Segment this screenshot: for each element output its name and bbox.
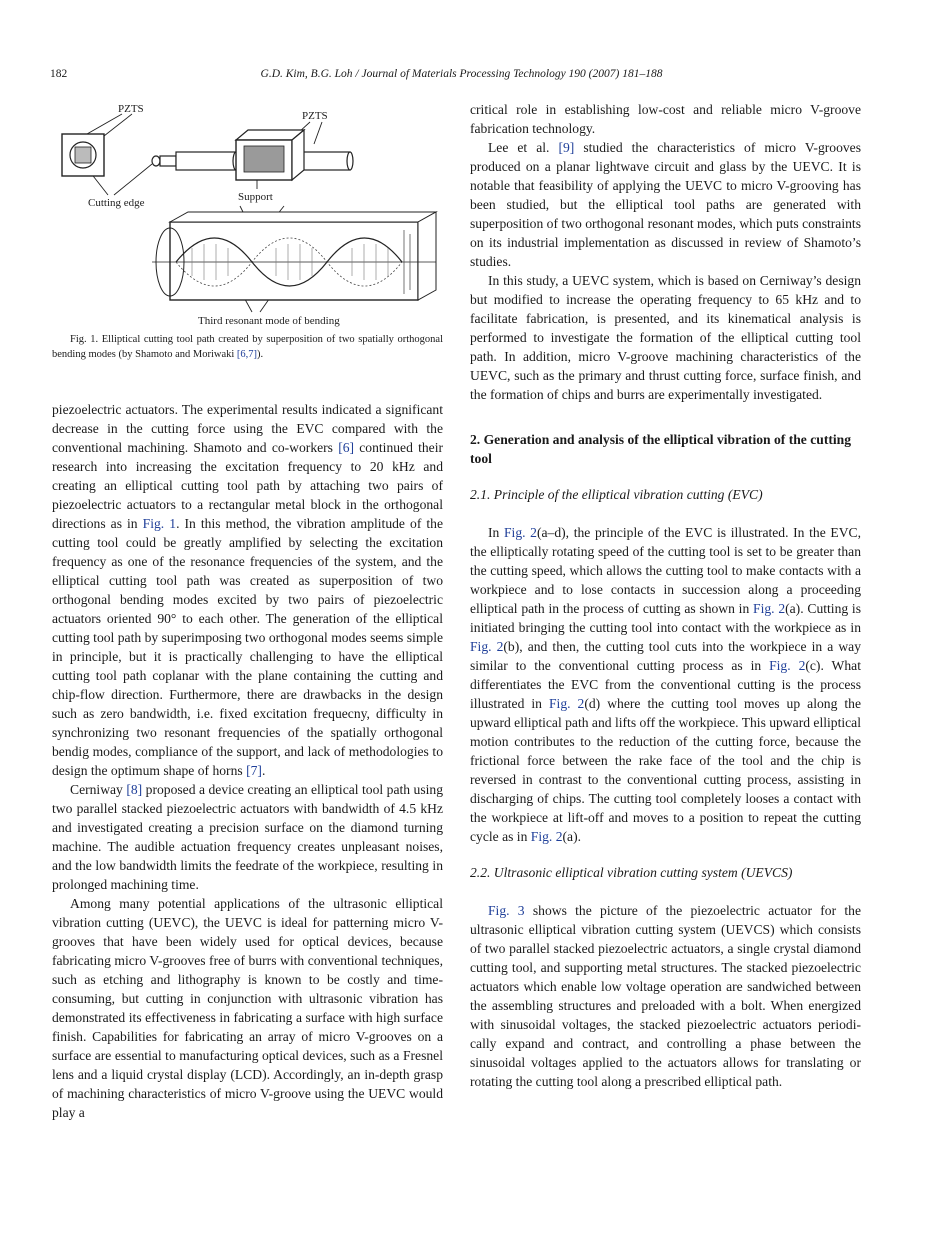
figure-link[interactable]: Fig. 2	[753, 601, 786, 616]
bending-mode-plot	[152, 212, 436, 300]
citation-link[interactable]: [7]	[246, 763, 262, 778]
journal-reference: G.D. Kim, B.G. Loh / Journal of Materials Processing Technology 190 (2007) 181–188	[260, 68, 663, 80]
paragraph: In this study, a UEVC system, which is based on Cerniway’s design but modified to increase the operating frequency to 65 kHz and to facilitate fabrication, is presented, and its kinematical analysis is performed to investigate the formation of the elliptical cutting tool path. In addition, micro V-groove machining characteristics of the UEVC, such as the primary and thrust cutting force, surface finish, and the formation of chips and burrs are experimentally investigated.	[470, 273, 861, 402]
figure-1-illustration	[52, 100, 443, 332]
figure-1-caption: Fig. 1. Elliptical cutting tool path created by superposition of two spatially orthogonal bending modes (by Shamoto and Moriwaki [6,7]).	[52, 334, 443, 360]
end-block	[62, 134, 104, 176]
label-pzts-left: PZTS	[118, 103, 144, 115]
label-third-mode: Third resonant mode of bending	[198, 315, 340, 327]
left-column	[52, 100, 443, 1122]
central-block	[236, 130, 304, 180]
label-cutting-edge: Cutting edge	[88, 197, 145, 209]
figure-link[interactable]: Fig. 2	[503, 525, 537, 540]
paragraph: In Fig. 2(a–d), the principle of the EVC is illustrated. In the EVC, the elliptically rotating speed of the cutting tool is set to be greater than the cutting speed, which allows the cutting tool to make contacts with a workpiece and to lose contacts in succession along a proceeding elliptical path in the process of cutting as shown in Fig. 2(a). Cutting is initiated bringing the cutting tool into contact with the workpiece as in Fig. 2(b), and then, the cutting tool cuts into the workpiece in a way similar to the conventional cutting process as in Fig. 2(c). What differentiates the EVC from the conventional cutting is the process illustrated in Fig. 2(d) where the cutting tool moves up along the upward elliptical path and lifts off the workpiece. This upward elliptical motion contributes to the reduction of the cutting force, because the frictional force between the rake face of the tool and the chip is reversed in contrast to the conventional cutting process, assisting in discharging of chips. The cutting tool completely looses a contact with the workpiece at lift-off and moves to a position to repeat the cutting cycle as in Fig. 2(a).	[470, 525, 861, 844]
paragraph: critical role in establishing low-cost and reliable micro V-groove fabrication technology.	[470, 102, 861, 136]
figure-link[interactable]: Fig. 2	[548, 696, 585, 711]
paragraph: piezoelectric actuators. The experimental results indicated a significant decrease in the cutting force using the EVC compared with the conventional machining. Shamoto and co-workers [6] continued their research into increasing the excitation frequency to 20 kHz and creating an elliptical cutting tool path by attaching two pairs of piezoelectric actuators to a rectangular metal block in the orthogonal directions as in Fig. 1. In this method, the vibration amplitude of the cutting tool could be greatly amplified by selecting the excitation frequency as one of the resonance frequencies of the system, and the elliptical cutting tool path was created as superposition of two orthogonal bending modes excited by two pairs of piezoelectric actuators oriented 90° to each other. The generation of the elliptical cutting tool path by superimposing two orthogonal modes seems simple in principle, but it is practically challenging to have the elliptical cutting tool path coplanar with the plane containing the cutting and chip-flow direction. Furthermore, there are drawbacks in the design such as zero bandwidth, i.e. fixed excitation frequecny, difficulty in synchronizing two resonant frequencies of the spatially orthogonal bendig modes, compliance of the support, and lack of methodologies to design the optimum shape of horns [7].	[52, 402, 444, 778]
label-support: Support	[238, 191, 273, 203]
subsection-heading: 2.1. Principle of the elliptical vibration cutting (EVC)	[470, 487, 763, 502]
figure-link[interactable]: Fig. 2	[470, 639, 504, 654]
figure-1-drawing	[52, 100, 443, 332]
figure-link[interactable]: Fig. 1	[142, 516, 177, 531]
figure-link[interactable]: Fig. 3	[488, 903, 525, 918]
section-heading: 2. Generation and analysis of the elliptical vibration of the cutting tool	[470, 432, 852, 466]
paragraph: Lee et al. [9] studied the characteristics of micro V-grooves produced on a planar lightwave circuit and glass by the UEVC. It is notable that feasibility of applying the UEVC to micro V-grooving has been studied, but the elliptical tool paths are generated with superposition of two orthogonal resonant modes, which puts constraints on its industrial implementation as discussed in review of Shamoto’s studies.	[470, 140, 861, 269]
citation-link[interactable]: [6,7]	[236, 349, 258, 360]
page-number: 182	[50, 68, 68, 80]
paragraph: Fig. 3 shows the picture of the piezoelectric actuator for the ultrasonic elliptical vibration cutting system (UEVCS) which consists of two parallel stacked piezoelectric actuators, a single crystal diamond cutting tool, and supporting metal structures. The stacked piezoelectric actuators which enable low voltage operation are sandwiched between the assembling structures and preloaded with a bolt. When energized with sinusoidal voltages, the stacked piezoelectric actuators periodically expand and contract, and controlling a phase between the sinusoidal voltages applied to the actuators allows for translating or rotating the cutting tool along a prescribed elliptical path.	[470, 903, 861, 1089]
figure-1	[52, 100, 443, 400]
figure-link[interactable]: Fig. 2	[530, 829, 563, 844]
citation-link[interactable]: [8]	[126, 782, 143, 797]
subsection-heading: 2.2. Ultrasonic elliptical vibration cutting system (UEVCS)	[470, 865, 793, 880]
citation-link[interactable]: [6]	[338, 440, 355, 455]
citation-link[interactable]: [9]	[558, 140, 575, 155]
paragraph: Cerniway [8] proposed a device creating an elliptical tool path using two parallel stacked piezoelectric actuators with bandwidth of 4.5 kHz and investigated creating a precision surface on the diamond turning machine. The audible actuation frequency creates unpleasant noises, and the low bandwidth limits the feedrate of the workpiece, resulting in prolonged machining time.	[52, 782, 443, 892]
label-pzts-right: PZTS	[302, 110, 328, 122]
paragraph: Among many potential applications of the ultrasonic elliptical vibration cutting (UEVC), the UEVC is ideal for patterning micro V-grooves that have been widely used for optical devices, because fabricating micro V-grooves free of burrs with conventional techniques, such as etching and lithography is known to be costly and time-consuming, but cutting in conjunction with ultrasonic vibration has demonstrated its effectiveness in fabricating a surface with high surface finish. Capabilities for fabricating an array of micro V-grooves on a surface are essential to manufacturing optical devices, such as a Fresnel lens and a liquid crystal display (LCD). Accordingly, an in-depth grasp of machining characteristics of micro V-groove using the UEVC would play a	[52, 896, 443, 1120]
page-header	[50, 68, 873, 86]
right-column	[470, 100, 861, 1091]
figure-link[interactable]: Fig. 2	[769, 658, 806, 673]
